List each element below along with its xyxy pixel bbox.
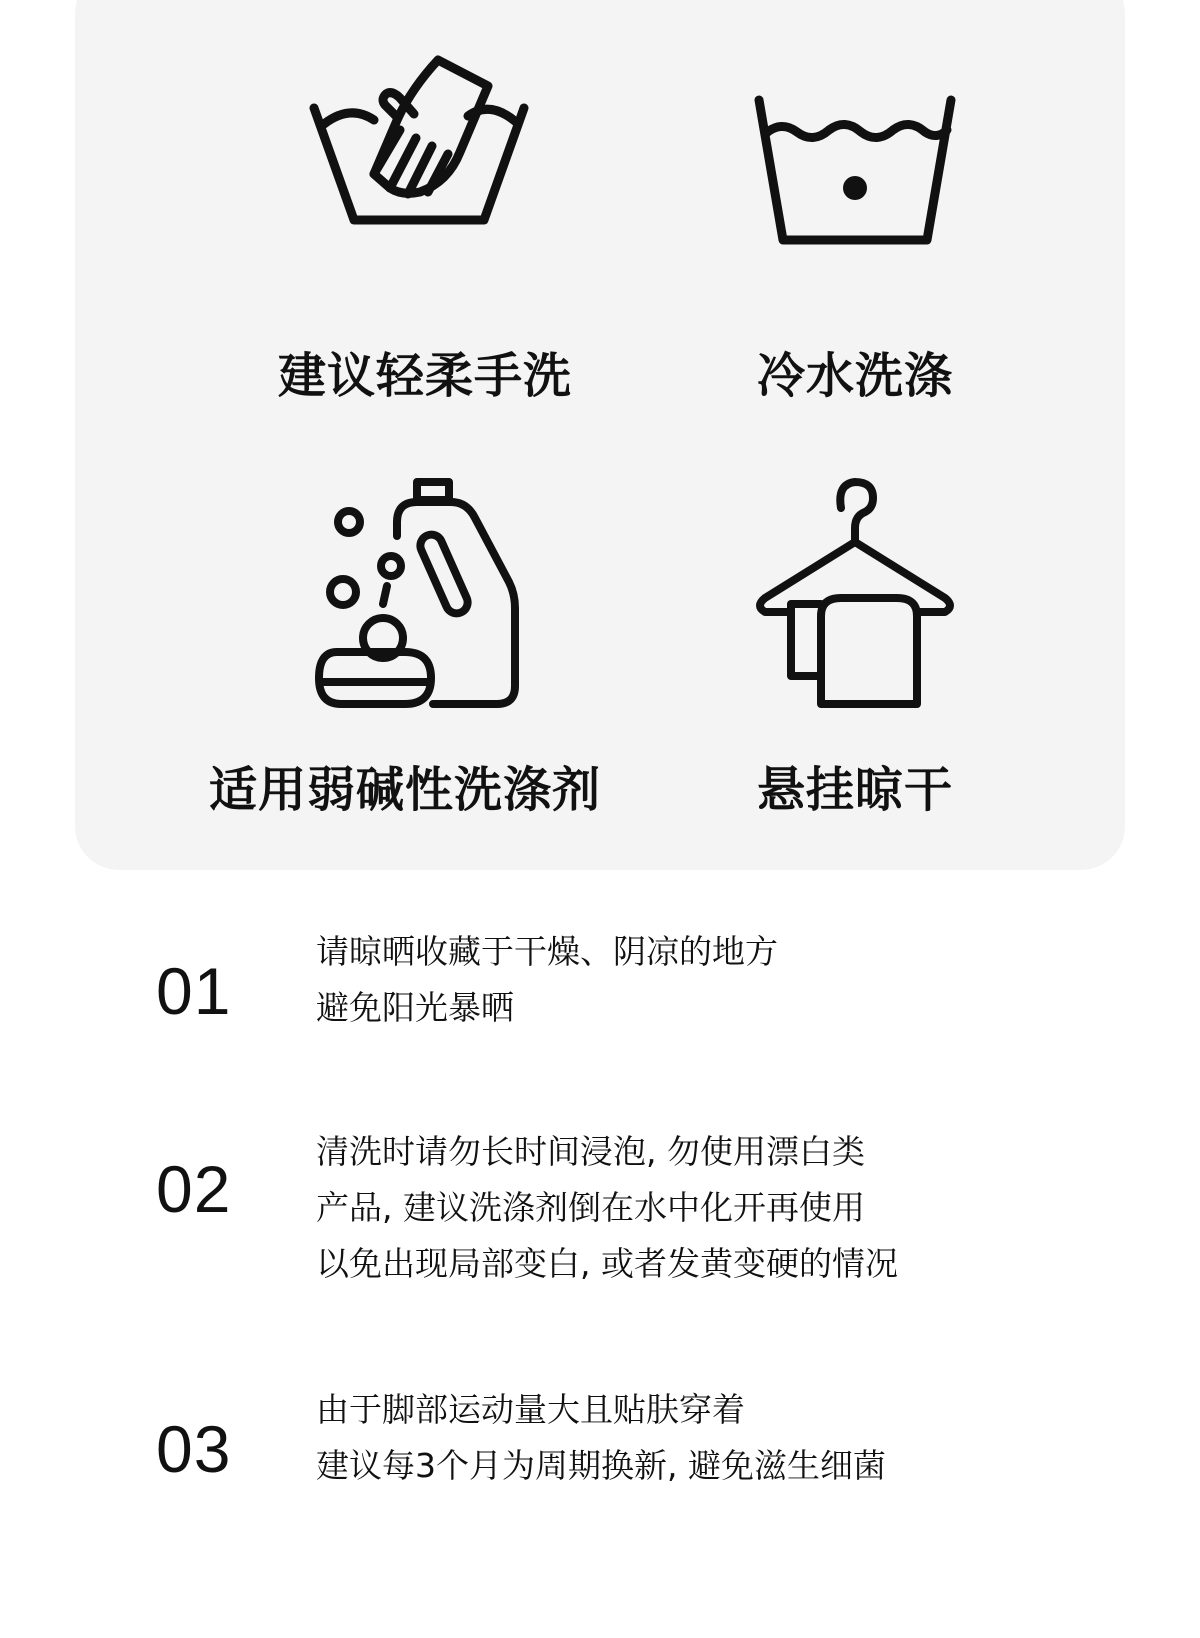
tip-text	[316, 1124, 1076, 1292]
tip-text	[316, 1382, 1076, 1494]
tip-number: 03	[156, 1412, 232, 1486]
tip-line: 建议每3个月为周期换新, 避免滋生细菌	[316, 1446, 886, 1485]
hand-wash-icon	[310, 60, 540, 250]
cold-wash-icon	[755, 94, 955, 244]
care-item-hand-wash	[185, 60, 665, 404]
tip-line: 避免阳光暴晒	[316, 988, 514, 1027]
care-item-mild-detergent	[165, 478, 645, 818]
care-instructions-card	[75, 0, 1125, 870]
care-label-hang-dry: 悬挂晾干	[756, 762, 953, 818]
tip-line: 清洗时请勿长时间浸泡, 勿使用漂白类	[316, 1132, 865, 1171]
care-label-hand-wash: 建议轻柔手洗	[277, 348, 572, 404]
care-item-hang-dry	[615, 478, 1095, 818]
tip-text	[316, 924, 1076, 1036]
tip-line: 由于脚部运动量大且贴肤穿着	[316, 1390, 745, 1429]
tip-number: 01	[156, 954, 232, 1028]
care-label-mild-detergent: 适用弱碱性洗涤剂	[208, 762, 601, 818]
tip-number: 02	[156, 1152, 232, 1226]
tip-line: 产品, 建议洗涤剂倒在水中化开再使用	[316, 1188, 865, 1227]
care-label-cold-wash: 冷水洗涤	[756, 348, 953, 404]
tip-line: 以免出现局部变白, 或者发黄变硬的情况	[316, 1244, 898, 1283]
mild-detergent-icon	[315, 478, 525, 710]
tip-line: 请晾晒收藏于干燥、阴凉的地方	[316, 932, 778, 971]
hang-dry-icon	[755, 478, 955, 710]
care-item-cold-wash	[615, 60, 1095, 404]
